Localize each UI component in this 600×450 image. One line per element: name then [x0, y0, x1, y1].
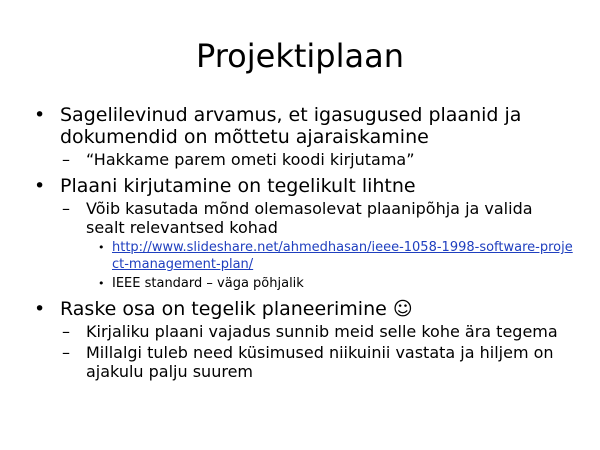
bullet-1	[34, 104, 574, 148]
dash-marker: –	[62, 322, 70, 341]
bullet-marker: •	[34, 104, 46, 126]
bullet-marker: •	[34, 175, 46, 197]
bullet-2-sub-1-text: Võib kasutada mõnd olemasolevat plaanipõhja ja valida sealt relevantsed kohad	[86, 199, 533, 237]
ieee-standard-text: IEEE standard – väga põhjalik	[112, 276, 304, 291]
bullet-marker: •	[34, 298, 46, 320]
bullet-1-sub-1-text: “Hakkame parem ometi koodi kirjutama”	[86, 150, 415, 169]
bullet-3-sub-2	[34, 343, 574, 381]
bullet-3-sub-2-text: Millalgi tuleb need küsimused niikuinii vastata ja hiljem on ajakulu palju suurem	[86, 343, 554, 381]
bullet-2-sub-1-item-1	[34, 239, 574, 273]
slide-content	[34, 104, 574, 383]
small-bullet-marker: •	[98, 277, 105, 290]
bullet-2-text: Plaani kirjutamine on tegelikult lihtne	[60, 175, 416, 197]
bullet-3	[34, 298, 574, 320]
slide-title: Projektiplaan	[195, 37, 404, 75]
bullet-2-sub-1-item-2	[34, 275, 574, 292]
bullet-2-sub-1	[34, 199, 574, 237]
bullet-3-text: Raske osa on tegelik planeerimine ☺	[60, 298, 413, 320]
bullet-2	[34, 175, 574, 197]
bullet-3-sub-1-text: Kirjaliku plaani vajadus sunnib meid selle kohe ära tegema	[86, 322, 558, 341]
bullet-1-sub-1	[34, 150, 574, 169]
dash-marker: –	[62, 150, 70, 169]
bullet-1-text: Sagelilevinud arvamus, et igasugused plaanid ja dokumendid on mõttetu ajaraiskamine	[60, 104, 522, 148]
small-bullet-marker: •	[98, 241, 105, 254]
dash-marker: –	[62, 343, 70, 362]
bullet-3-sub-1	[34, 322, 574, 341]
dash-marker: –	[62, 199, 70, 218]
slideshare-link[interactable]: http://www.slideshare.net/ahmedhasan/ieee-1058-1998-software-project-management-plan/	[112, 240, 573, 272]
